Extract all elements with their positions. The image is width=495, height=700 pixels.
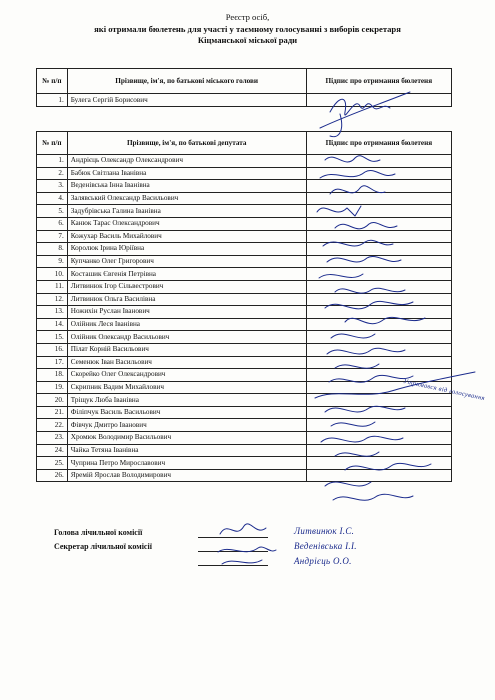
row-name: Задубрівська Галина Іванівна bbox=[67, 205, 306, 218]
col-sign-header: Підпис про отримання бюлетеня bbox=[306, 69, 451, 94]
table-row bbox=[37, 192, 452, 205]
row-signature-cell bbox=[306, 457, 451, 470]
row-signature-cell bbox=[306, 406, 451, 419]
header-subtitle: які отримали бюлетень для участі у таємному голосуванні з виборів секретаря bbox=[94, 23, 401, 34]
table-row bbox=[37, 331, 452, 344]
header-council: Кіцманської міської ради bbox=[197, 35, 298, 45]
row-name: Пілат Корній Васильович bbox=[67, 343, 306, 356]
row-signature-cell bbox=[306, 444, 451, 457]
row-number: 9. bbox=[37, 255, 68, 268]
row-number: 15. bbox=[37, 331, 68, 344]
row-signature-cell bbox=[306, 432, 451, 445]
row-name: Чайка Тетяна Іванівна bbox=[67, 444, 306, 457]
table-row bbox=[37, 280, 452, 293]
row-name: Олійник Олександр Васильович bbox=[67, 331, 306, 344]
commission-name-1: Литвинюк І.С. bbox=[294, 526, 355, 536]
row-signature-cell bbox=[306, 230, 451, 243]
mayor-table-header bbox=[37, 69, 452, 94]
row-name: Семенюк Іван Васильович bbox=[67, 356, 306, 369]
row-number: 17. bbox=[37, 356, 68, 369]
row-number: 26. bbox=[37, 469, 68, 482]
row-number: 8. bbox=[37, 243, 68, 256]
table-row bbox=[37, 306, 452, 319]
row-name: Бабюк Світлана Іванівна bbox=[67, 167, 306, 180]
table-row bbox=[37, 444, 452, 457]
table-row bbox=[37, 457, 452, 470]
row-signature-cell bbox=[306, 356, 451, 369]
row-number: 16. bbox=[37, 343, 68, 356]
row-name: Литвинюк Ольга Василівна bbox=[67, 293, 306, 306]
row-number: 10. bbox=[37, 268, 68, 281]
secretary-label: Секретар лічильної комісії bbox=[54, 542, 152, 551]
chair-signature-line bbox=[198, 537, 268, 538]
row-signature-cell bbox=[306, 268, 451, 281]
row-number: 20. bbox=[37, 394, 68, 407]
row-name: Ножихін Руслан Іванович bbox=[67, 306, 306, 319]
deputies-table-header bbox=[37, 132, 452, 155]
commission-signatures bbox=[210, 510, 280, 570]
row-name: Кожухар Василь Михайлович bbox=[67, 230, 306, 243]
col-num-header: № п/п bbox=[37, 132, 68, 155]
table-row bbox=[37, 167, 452, 180]
table-row bbox=[37, 469, 452, 482]
row-number: 1. bbox=[37, 94, 68, 107]
row-name: Яремій Ярослав Володимирович bbox=[67, 469, 306, 482]
table-row bbox=[37, 205, 452, 218]
row-number: 19. bbox=[37, 381, 68, 394]
row-number: 3. bbox=[37, 180, 68, 193]
table-row bbox=[37, 268, 452, 281]
header-title: Реєстр осіб, bbox=[225, 12, 270, 22]
row-name: Королюк Ірина Юріївна bbox=[67, 243, 306, 256]
row-name: Косташик Євгенія Петрівна bbox=[67, 268, 306, 281]
table-row bbox=[37, 419, 452, 432]
row-name: Філіпчук Василь Васильович bbox=[67, 406, 306, 419]
table-row bbox=[37, 356, 452, 369]
row-signature-cell bbox=[306, 255, 451, 268]
row-signature-cell bbox=[306, 280, 451, 293]
abstention-note: Утримався від голосування bbox=[402, 378, 486, 403]
row-name: Канюк Тарас Олександрович bbox=[67, 217, 306, 230]
row-signature-cell bbox=[306, 369, 451, 382]
row-signature-cell bbox=[306, 243, 451, 256]
table-row bbox=[37, 318, 452, 331]
row-number: 7. bbox=[37, 230, 68, 243]
mayor-table bbox=[36, 68, 452, 107]
table-row bbox=[37, 230, 452, 243]
row-number: 11. bbox=[37, 280, 68, 293]
row-name: Андрієць Олександр Олександрович bbox=[67, 155, 306, 168]
row-number: 25. bbox=[37, 457, 68, 470]
member-signature-line bbox=[198, 565, 268, 566]
row-signature-cell bbox=[306, 293, 451, 306]
table-row bbox=[37, 293, 452, 306]
table-row bbox=[37, 155, 452, 168]
row-name: Скрипник Вадим Михайлович bbox=[67, 381, 306, 394]
row-number: 13. bbox=[37, 306, 68, 319]
col-name-header: Прізвище, ім'я, по батькові депутата bbox=[67, 132, 306, 155]
table-row bbox=[37, 255, 452, 268]
row-number: 2. bbox=[37, 167, 68, 180]
row-signature-cell bbox=[306, 469, 451, 482]
row-name: Тріщук Люба Іванівна bbox=[67, 394, 306, 407]
row-signature-cell bbox=[306, 94, 451, 107]
row-number: 24. bbox=[37, 444, 68, 457]
table-row bbox=[37, 369, 452, 382]
table-row bbox=[37, 381, 452, 394]
row-signature-cell bbox=[306, 318, 451, 331]
col-sign-header: Підпис про отримання бюлетеня bbox=[306, 132, 451, 155]
document-header bbox=[0, 12, 495, 47]
row-name: Веденівська Інна Іванівна bbox=[67, 180, 306, 193]
row-name: Олійник Леся Іванівна bbox=[67, 318, 306, 331]
row-signature-cell bbox=[306, 192, 451, 205]
row-number: 22. bbox=[37, 419, 68, 432]
row-signature-cell bbox=[306, 419, 451, 432]
deputies-table-body bbox=[37, 155, 452, 482]
table-row bbox=[37, 217, 452, 230]
row-signature-cell bbox=[306, 167, 451, 180]
row-signature-cell bbox=[306, 394, 451, 407]
col-name-header: Прізвище, ім'я, по батькові міського голови bbox=[67, 69, 306, 94]
row-signature-cell bbox=[306, 217, 451, 230]
commission-name-3: Андрієць О.О. bbox=[294, 556, 352, 566]
row-number: 1. bbox=[37, 155, 68, 168]
row-signature-cell bbox=[306, 180, 451, 193]
row-signature-cell bbox=[306, 343, 451, 356]
table-row bbox=[37, 343, 452, 356]
row-number: 18. bbox=[37, 369, 68, 382]
row-name: Хромюк Володимир Васильович bbox=[67, 432, 306, 445]
row-signature-cell bbox=[306, 306, 451, 319]
row-name: Залявський Олександр Васильович bbox=[67, 192, 306, 205]
row-number: 23. bbox=[37, 432, 68, 445]
row-name: Скорейко Олег Олександрович bbox=[67, 369, 306, 382]
deputies-table bbox=[36, 131, 452, 482]
secretary-signature-line bbox=[198, 551, 268, 552]
table-row bbox=[37, 180, 452, 193]
row-signature-cell bbox=[306, 331, 451, 344]
table-row bbox=[37, 432, 452, 445]
row-number: 5. bbox=[37, 205, 68, 218]
table-row bbox=[37, 243, 452, 256]
chair-label: Голова лічильної комісії bbox=[54, 528, 143, 537]
row-signature-cell bbox=[306, 205, 451, 218]
row-name: Булега Сергій Борисович bbox=[67, 94, 306, 107]
row-number: 6. bbox=[37, 217, 68, 230]
row-signature-cell bbox=[306, 155, 451, 168]
row-number: 4. bbox=[37, 192, 68, 205]
row-name: Купчанко Олег Григорович bbox=[67, 255, 306, 268]
row-number: 14. bbox=[37, 318, 68, 331]
col-num-header: № п/п bbox=[37, 69, 68, 94]
table-row bbox=[37, 406, 452, 419]
table-row bbox=[37, 94, 452, 107]
row-number: 21. bbox=[37, 406, 68, 419]
row-name: Литвинюк Ігор Сільвестрович bbox=[67, 280, 306, 293]
row-name: Чуприна Петро Мирославович bbox=[67, 457, 306, 470]
table-row bbox=[37, 394, 452, 407]
row-number: 12. bbox=[37, 293, 68, 306]
row-name: Фівчук Дмитро Іванович bbox=[67, 419, 306, 432]
commission-name-2: Веденівська І.І. bbox=[294, 541, 357, 551]
